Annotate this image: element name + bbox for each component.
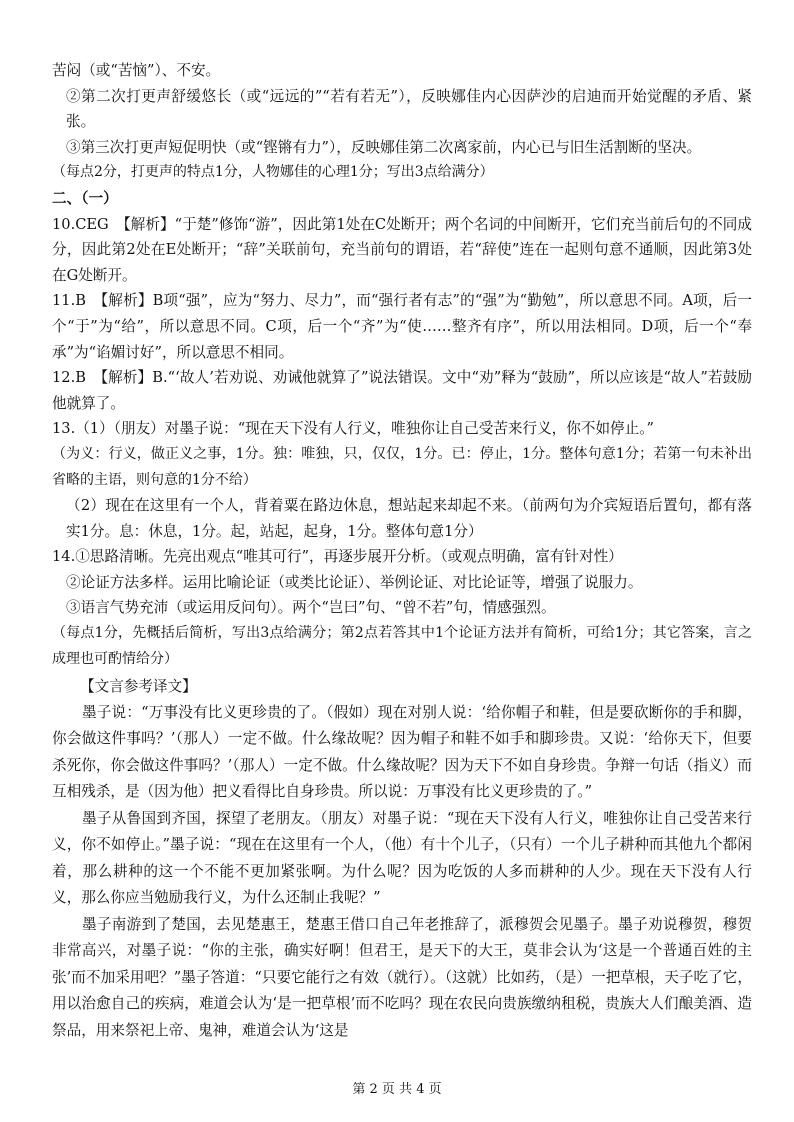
answer-q10: 10.CEG 【解析】“于楚”修饰“游”，因此第1处在C处断开；两个名词的中间断开，它们充当前后句的不同成分，因此第2处在E处断开；“辞”关联前句，充当前句的谓语，若“辞使”连在一起则句意不通顺，因此第3处在G处断开。 bbox=[52, 215, 752, 284]
answer-line-1: 苦闷（或“苦恼”）、不安。 bbox=[52, 62, 221, 79]
answer-q14-1: 14.①思路清晰。先亮出观点“唯其可行”，再逐步展开分析。（或观点明确，富有针对性） bbox=[52, 548, 623, 566]
page-footer: 第 2 页 共 4 页 bbox=[352, 1082, 442, 1097]
answer-q12: 12.B 【解析】B.“‘故人’若劝说、劝诫他就算了”说法错误。文中“劝”释为“鼓励”，所以应该是“故人”若鼓励他就算了。 bbox=[52, 369, 752, 412]
scoring-note-13-1: （为义：行义，做正义之事，1分。独：唯独，只，仅仅，1分。已：停止，1分。整体句意1分；若第一句未补出省略的主语，则句意的1分不给） bbox=[52, 445, 752, 488]
section-heading: 二、（一） bbox=[52, 189, 118, 207]
scoring-note-9: （每点2分，打更声的特点1分，人物娜佳的心理1分；写出3点给满分） bbox=[52, 164, 494, 181]
answer-q14-2: ②论证方法多样。运用比喻论证（或类比论证）、举例论证、对比论证等，增强了说服力。 bbox=[66, 573, 643, 591]
answer-page bbox=[52, 58, 752, 1044]
translation-paragraph-1: 墨子说：“万事没有比义更珍贵的了。（假如）现在对别人说：‘给你帽子和鞋，但是要砍断你的手和脚，你会做这件事吗？’（那人）一定不做。什么缘故呢？因为帽子和鞋不如手和脚珍贵。又说：‘给你天下，但要杀死你，你会做这件事吗？’（那人）一定不做。什么缘故呢？因为天下不如自身珍贵。争辩一句话（指义）而互相残杀，是（因为他）把义看得比自身珍贵。所以说：万事没有比义更珍贵的了。” bbox=[52, 703, 752, 801]
translation-paragraph-2: 墨子从鲁国到齐国，探望了老朋友。（朋友）对墨子说：“现在天下没有人行义，唯独你让自己受苦来行义，你不如停止。”墨子说：“现在在这里有一个人，（他）有十个儿子，（只有）一个儿子耕种而其他九个都闲着，那么耕种的这一个不能不更加紧张啊。为什么呢？因为吃饭的人多而耕种的人少。现在天下没有人行义，那么你应当勉励我行义，为什么还制止我呢？” bbox=[52, 809, 752, 907]
translation-heading: 【文言参考译文】 bbox=[80, 678, 197, 696]
answer-q13-2: （2）现在在这里有一个人，背着粟在路边休息，想站起来却起不来。（前两句为介宾短语后置句，都有落实1分。息：休息，1分。起，站起，起身，1分。整体句意1分） bbox=[66, 497, 752, 540]
answer-line-3: ③第三次打更声短促明快（或“铿锵有力”），反映娜佳第二次离家前，内心已与旧生活割断的坚决。 bbox=[66, 138, 702, 156]
translation-paragraph-3: 墨子南游到了楚国，去见楚惠王，楚惠王借口自己年老推辞了，派穆贺会见墨子。墨子劝说穆贺，穆贺非常高兴，对墨子说：“你的主张，确实好啊！但君王，是天下的大王，莫非会认为‘这是一个普通百姓的主张’而不加采用吧？”墨子答道：“只要它能行之有效（就行）。（这就）比如药，（是）一把草根，天子吃了它，用以治愈自己的疾病，难道会认为‘是一把草根’而不吃吗？现在农民向贵族缴纳租税，贵族大人们酿美酒、造祭品，用来祭祀上帝、鬼神，难道会认为‘这是 bbox=[52, 915, 752, 1039]
answer-q11: 11.B 【解析】B项“强”，应为“努力、尽力”，而“强行者有志”的“强”为“勤勉”，所以意思不同。A项，后一个“于”为“给”，所以意思不同。C项，后一个“齐”为“使……整齐有序”，所以用法相同。D项，后一个“奉承”为“谄媚讨好”，所以意思不相同。 bbox=[52, 292, 752, 361]
scoring-note-14: （每点1分，先概括后简析，写出3点给满分；第2点若答其中1个论证方法并有简析，可给1分；其它答案，言之成理也可酌情给分） bbox=[52, 625, 752, 667]
answer-q13-1: 13.（1）（朋友）对墨子说：“现在天下没有人行义，唯独你让自己受苦来行义，你不如停止。” bbox=[52, 420, 654, 438]
answer-line-2: ②第二次打更声舒缓悠长（或“远远的”“若有若无”），反映娜佳内心因萨沙的启迪而开始觉醒的矛盾、紧张。 bbox=[66, 87, 752, 131]
answer-q14-3: ③语言气势充沛（或运用反问句）。两个“岂曰”句、“曾不若”句，情感强烈。 bbox=[66, 599, 556, 617]
